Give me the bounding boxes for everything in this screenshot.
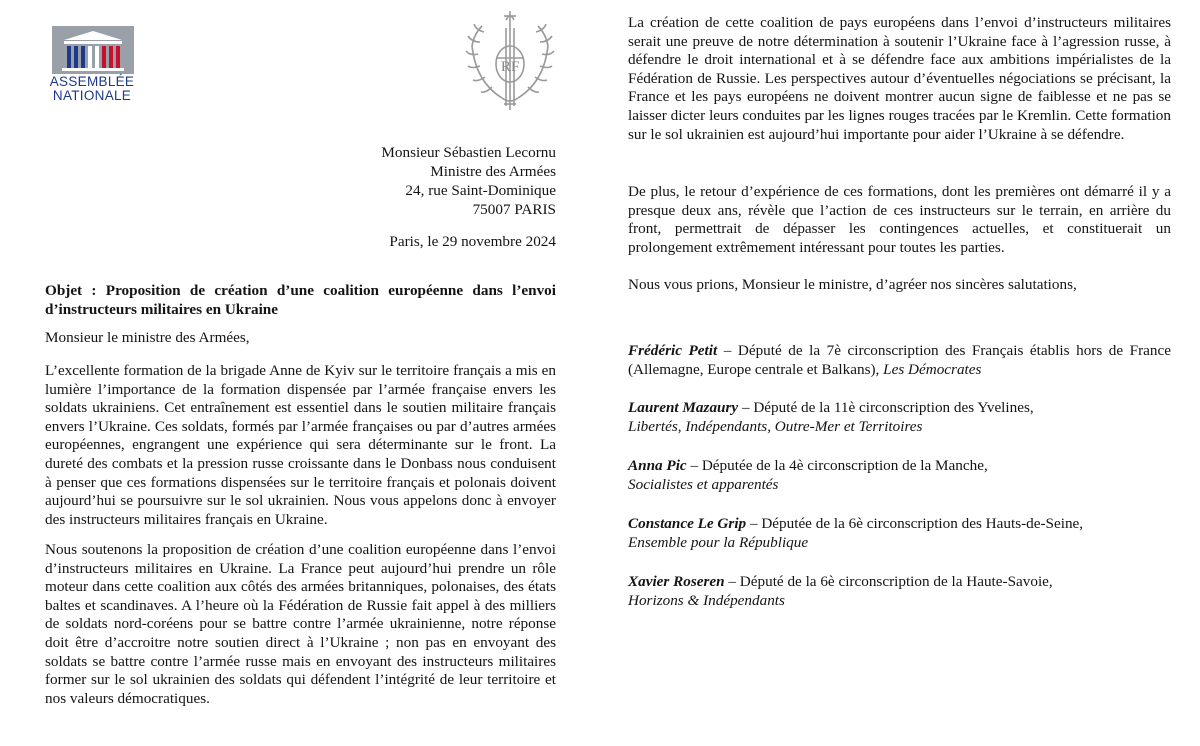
body-paragraph: L’excellente formation de la brigade Anne de Kyiv sur le territoire français a mis en lumière l’importance de la formation dispensée par l’armée française envers les soldats ukrainiens. Cet entraînement est essentiel dans le soutien militaire français envers l’Ukraine. Ces soldats, formés par l’armée françaises ou par d’autres armées européennes, engrangent une expérience qui sera déterminante sur le front. La dureté des combats et la pression russe croissante dans le Donbass nous conduisent à penser que ces formations dispensées sur le territoire français et polonais doivent aujourd’hui se poursuivre sur le sol ukrainien. Nous vous appelons donc à envoyer des instructeurs militaires français en Ukraine. (45, 362, 556, 528)
body-paragraph: La création de cette coalition de pays européens dans l’envoi d’instructeurs militaires serait une preuve de notre détermination à soutenir l’Ukraine face à l’agression russe, à défendre le droit international et à se défendre face aux ambitions impérialistes de la Fédération de Russie. Les perspectives autour d’éventuelles négociations se précisant, la France et les pays européens ne doivent montrer aucun signe de faiblesse et ne pas se laisser dicter leurs conduites par les lignes rouges tracées par le Kremlin. Cette formation sur le sol ukrainien est aujourd’hui importante pour aider l’Ukraine à se défendre. (628, 14, 1171, 143)
signatory-group: Socialistes et apparentés (628, 475, 779, 493)
signatory-name: Anna Pic (628, 457, 687, 474)
signatory-group: Horizons & Indépendants (628, 591, 785, 609)
logo-line-1: ASSEMBLÉE (49, 74, 135, 89)
letter-date: Paris, le 29 novembre 2024 (389, 233, 556, 250)
recipient-title: Ministre des Armées (430, 163, 556, 180)
signatory-group: Libertés, Indépendants, Outre-Mer et Territoires (628, 417, 923, 435)
signatory (628, 515, 1171, 552)
signatory (628, 399, 1171, 436)
recipient-city: 75007 PARIS (472, 201, 556, 218)
signatory-role: – Député de la 6è circonscription de la Haute-Savoie, (724, 573, 1053, 590)
signatory-name: Laurent Mazaury (628, 399, 739, 416)
emblem-monogram: RF (500, 59, 520, 75)
recipient-name: Monsieur Sébastien Lecornu (381, 144, 556, 161)
recipient-address (300, 143, 556, 219)
letter-closing: Nous vous prions, Monsieur le ministre, d’agréer nos sincères salutations, (628, 276, 1077, 293)
signatory (628, 573, 1171, 610)
body-paragraph: De plus, le retour d’expérience de ces formations, dont les premières ont démarré il y a presque deux ans, révèle que l’action de ces instructeurs sur le terrain, en arrière du front, permettrait de dépasser les contingences actuelles, et constituerait un prolongement extrêmement intéressant pour toutes les parties. (628, 183, 1171, 256)
signatory-name: Frédéric Petit (628, 342, 718, 359)
assemblee-nationale-logo (46, 24, 138, 108)
signatory-role: – Députée de la 4è circonscription de la Manche, (686, 457, 988, 474)
signatory-group: Ensemble pour la République (628, 533, 809, 551)
signatory-name: Xavier Roseren (628, 573, 725, 590)
signatory (628, 457, 1171, 494)
signatory-role: – Député de la 11è circonscription des Yvelines, (738, 399, 1034, 416)
logo-line-2: NATIONALE (52, 88, 132, 103)
signatory-name: Constance Le Grip (628, 515, 747, 532)
recipient-street: 24, rue Saint-Dominique (405, 182, 556, 199)
signatory (628, 342, 1171, 379)
letter-salutation: Monsieur le ministre des Armées, (45, 329, 250, 346)
signatory-role: – Députée de la 6è circonscription des Hauts-de-Seine, (746, 515, 1084, 532)
republic-emblem-icon (462, 8, 558, 112)
hemicycle-icon (52, 26, 134, 74)
signatory-group: Les Démocrates (883, 360, 982, 378)
letter-subject: Objet : Proposition de création d’une coalition européenne dans l’envoi d’instructeurs militaires en Ukraine (45, 282, 556, 318)
signatory-role: – Député de la 7è circonscription des Français établis hors de France (Allemagne, Europe centrale et Balkans), (628, 342, 1171, 378)
body-paragraph: Nous soutenons la proposition de création d’une coalition européenne dans l’envoi d’instructeurs militaires en Ukraine. La France peut aujourd’hui prendre un rôle moteur dans cette coalition aux côtés des armées britanniques, polonaises, des états baltes et scandinaves. A l’heure où la Fédération de Russie fait appel à des milliers de soldats nord-coréens pour se battre contre l’armée ukrainienne, notre réponse doit être d’accroitre notre soutien direct à l’Ukraine ; non pas en envoyant des soldats se battre contre l’armée russe mais en envoyant des instructeurs militaires former sur le sol ukrainien des soldats qui défendent l’intégrité de leur territoire et nos valeurs démocratiques. (45, 541, 556, 707)
